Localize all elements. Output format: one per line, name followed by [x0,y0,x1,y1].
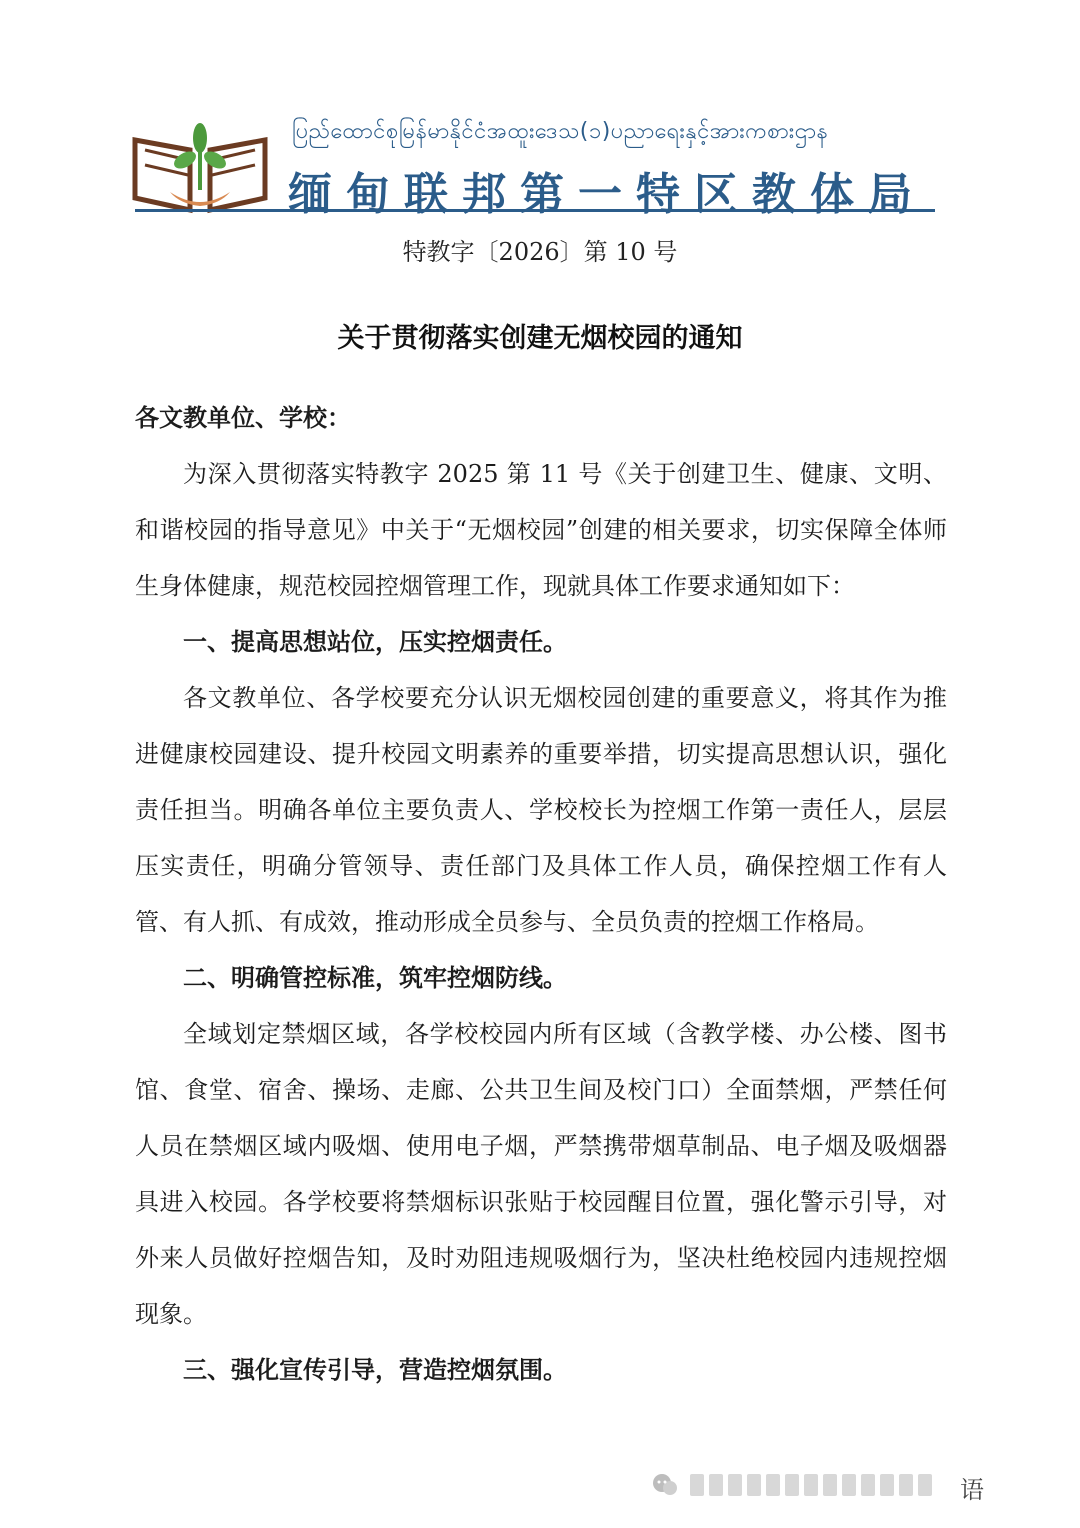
section-text-1: 各文教单位、各学校要充分认识无烟校园创建的重要意义，将其作为推进健康校园建设、提升校园文明素养的重要举措，切实提高思想认识，强化责任担当。明确各单位主要负责人、学校校长为控烟工作第一责任人，层层压实责任，明确分管领导、责任部门及具体工作人员，确保控烟工作有人管、有人抓、有成效，推动形成全员参与、全员负责的控烟工作格局。 [135,684,947,936]
section-text-2: 全域划定禁烟区域，各学校校园内所有区域（含教学楼、办公楼、图书馆、食堂、宿舍、操场、走廊、公共卫生间及校门口）全面禁烟，严禁任何人员在禁烟区域内吸烟、使用电子烟，严禁携带烟草制品、电子烟及吸烟器具进入校园。各学校要将禁烟标识张贴于校园醒目位置，强化警示引导，对外来人员做好控烟告知，及时劝阻违规吸烟行为，坚决杜绝校园内违规控烟现象。 [135,1020,947,1328]
section-heading-3: 三、强化宣传引导，营造控烟氛围。 [183,1355,567,1384]
letterhead-rule [135,209,935,212]
salutation: 各文教单位、学校： [135,403,351,432]
document-title: 关于贯彻落实创建无烟校园的通知 [337,323,743,354]
document-number: 特教字〔2026〕第 10 号 [402,238,678,266]
section-heading-1: 一、提高思想站位，压实控烟责任。 [183,627,567,656]
org-name-burmese: ပြည်ထောင်စုမြန်မာနိုင်ငံအထူးဒေသ(၁)ပညာရေးနှင့်အားကစားဌာန [292,119,829,144]
letterhead [130,110,940,220]
org-name-chinese: 缅甸联邦第一特区教体局 [288,169,926,220]
section-heading-2: 二、明确管控标准，筑牢控烟防线。 [183,963,567,992]
intro-paragraph: 为深入贯彻落实特教字 2025 第 11 号《关于创建卫生、健康、文明、和谐校园的指导意见》中关于“无烟校园”创建的相关要求，切实保障全体师生身体健康，规范校园控烟管理工作，现就具体工作要求通知如下： [135,460,947,600]
watermark-end-text: 语 [960,1476,988,1504]
wechat-watermark [650,1462,1060,1514]
watermark-blurred-text [690,1474,937,1500]
document-body [135,390,947,1398]
book-plant-hands-icon [130,120,270,215]
wechat-icon [650,1470,680,1500]
